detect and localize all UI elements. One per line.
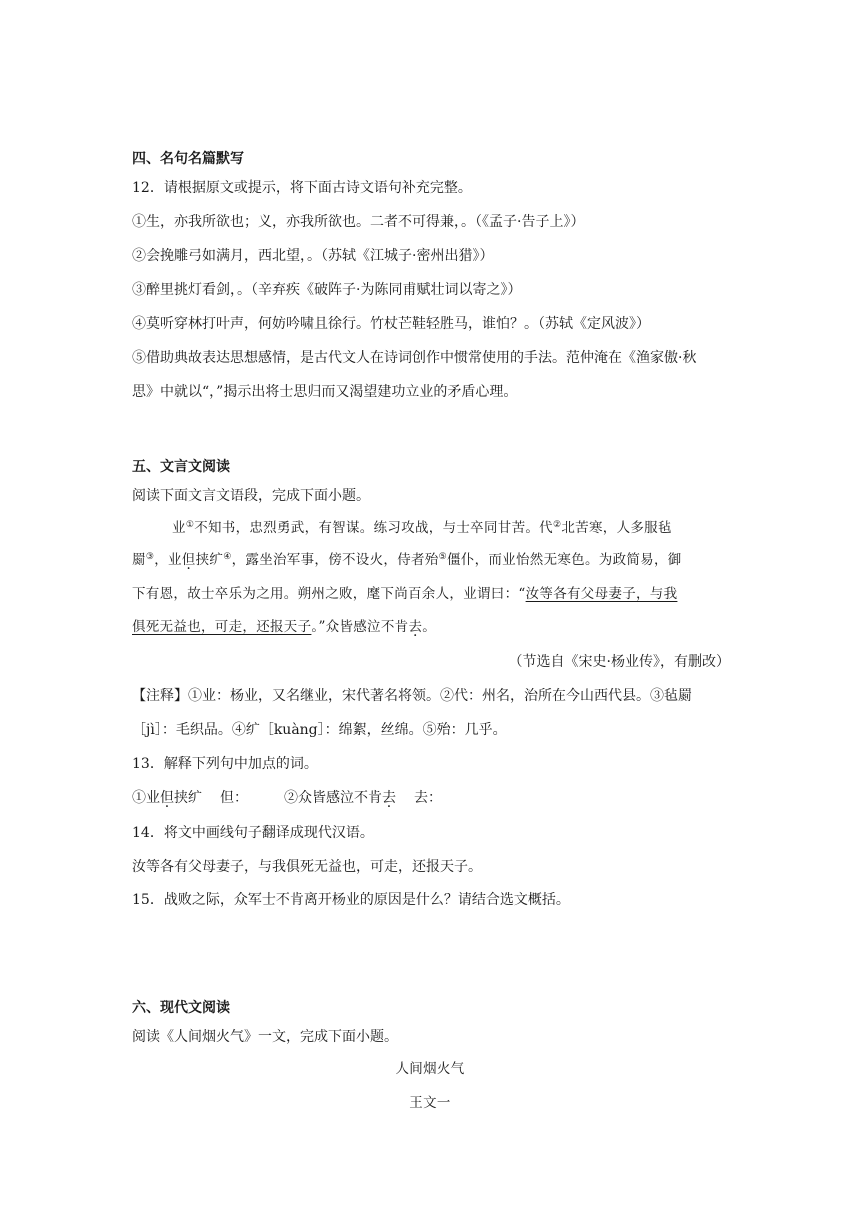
classical-text-line-1: 业①不知书，忠烈勇武，有智谋。练习攻战，与士卒同甘苦。代②北苦寒，人多服毡	[172, 520, 672, 536]
question-12: 12．请根据原文或提示，将下面古诗文语句补充完整。	[132, 180, 472, 196]
question-13: 13．解释下列句中加点的词。	[132, 756, 318, 772]
question-13-items: ①业但挟纩 但： ②众皆感泣不肯去 去：	[132, 790, 442, 806]
section-6-title: 六、现代文阅读	[132, 1000, 230, 1016]
q12-item-2: ②会挽雕弓如满月，西北望，。（苏轼《江城子·密州出猎》）	[132, 248, 494, 264]
section-4-title: 四、名句名篇默写	[132, 151, 244, 167]
dotted-word-dan: 但	[181, 552, 196, 568]
article-title: 人间烟火气	[395, 1061, 465, 1077]
underlined-sentence-part-1: 汝等各有父母妻子，与我	[525, 586, 678, 602]
question-15: 15．战败之际，众军士不肯离开杨业的原因是什么？请结合选文概括。	[132, 892, 570, 908]
q12-item-5-line1: ⑤借助典故表达思想感情，是古代文人在诗词创作中惯常使用的手法。范仲淹在《渔家傲·秋	[132, 350, 697, 366]
section-5-title: 五、文言文阅读	[132, 459, 230, 475]
q12-item-4: ④莫听穿林打叶声，何妨吟啸且徐行。竹杖芒鞋轻胜马，谁怕？。（苏轼《定风波》）	[132, 316, 650, 332]
q12-item-5-line2: 思》中就以“，”揭示出将士思归而又渴望建功立业的矛盾心理。	[132, 384, 518, 400]
underlined-sentence-part-2: 俱死无益也，可走，还报天子	[132, 619, 312, 635]
dotted-word-qu: 去	[408, 619, 423, 635]
section-5-intro: 阅读下面文言文语段，完成下面小题。	[132, 488, 370, 504]
question-14-sentence: 汝等各有父母妻子，与我俱死无益也，可走，还报天子。	[132, 859, 482, 875]
question-14: 14．将文中画线句子翻译成现代汉语。	[132, 825, 374, 841]
q12-item-3: ③醉里挑灯看剑，。（辛弃疾《破阵子·为陈同甫赋壮词以寄之》）	[132, 282, 522, 298]
notes-line-2: ［jì］：毛织品。④纩［kuàng］：绵絮，丝绵。⑤殆：几乎。	[132, 722, 507, 738]
section-6-intro: 阅读《人间烟火气》一文，完成下面小题。	[132, 1029, 398, 1045]
notes-line-1: 【注释】①业：杨业，又名继业，宋代著名将领。②代：州名，治所在今山西代县。③毡罽	[132, 688, 692, 704]
classical-text-line-2: 罽③，业但挟纩④，露坐治军事，傍不设火，侍者殆⑤僵仆，而业怡然无寒色。为政简易，御	[132, 552, 682, 568]
q12-item-1: ①生，亦我所欲也；义，亦我所欲也。二者不可得兼，。（《孟子·告子上》）	[132, 214, 585, 230]
classical-text-line-3: 下有恩，故士卒乐为之用。朔州之败，麾下尚百余人，业谓曰：“汝等各有父母妻子，与我	[132, 586, 678, 602]
text-source: （节选自《宋史·杨业传》，有删改）	[508, 654, 730, 670]
classical-text-line-4: 俱死无益也，可走，还报天子。”众皆感泣不肯去。	[132, 619, 437, 635]
article-author: 王文一	[409, 1095, 451, 1111]
